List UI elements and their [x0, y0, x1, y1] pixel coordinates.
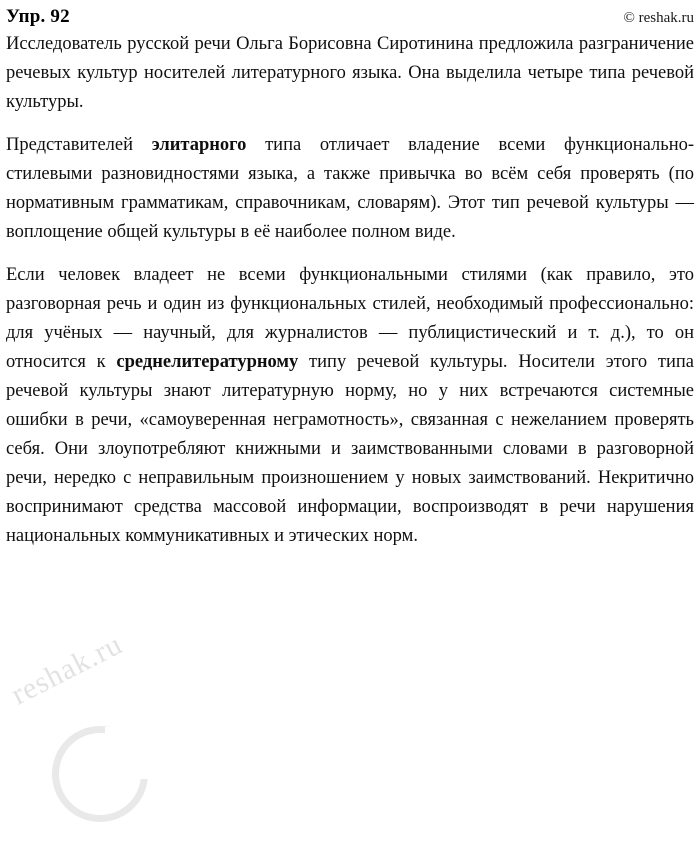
paragraph-intro: Исследователь русской речи Ольга Борисовна Сиротинина предложила разграничение речевых культур носителей литературного языка. Она выделила четыре типа речевой культуры. — [6, 34, 694, 112]
watermark — [0, 627, 300, 850]
emphasis-srednyeliteraturnomu: среднелитературному — [116, 352, 299, 372]
paragraph-middle-literary-type — [6, 261, 694, 551]
page-header — [4, 0, 696, 30]
paragraph-text-before-bold: Представителей — [6, 135, 152, 155]
paragraph-text-after-bold: типу речевой культуры. Носители этого типа речевой культуры знают литературную норму, но у них встречаются системные ошибки в речи, «самоуверенная неграмотность», связанная с нежеланием проверять себя. Они злоупотребляют книжными и заимствованными словами в разговорной речи, нередко с неправильным произношением у новых заимствований. Некритично воспринимают средства массовой информации, воспроизводят в речи нарушения национальных коммуникативных и этических норм. — [6, 352, 694, 546]
watermark-text: reshak.ru — [6, 627, 128, 712]
paragraph-text-before-bold: Если человек владеет не всеми функциональными стилями (как правило, это разговорная речь и один из функциональных стилей, необходимый профессионально: для учёных — научный, для журналистов — публицистический и т. д.), то он относится к — [6, 265, 694, 372]
copyright-notice: © reshak.ru — [623, 10, 694, 26]
watermark-circle-icon — [52, 726, 148, 822]
document-body — [4, 30, 696, 551]
emphasis-elitarnogo: элитарного — [151, 135, 247, 155]
paragraph-text-after-bold: типа отличает владение всеми функционально-стилевыми разновидностями языка, а также привычка во всём себя проверять (по нормативным грамматикам, справочникам, словарям). Этот тип речевой культуры — воплощение общей культуры в её наиболее полном виде. — [6, 135, 695, 242]
paragraph-elite-type — [6, 131, 694, 247]
page-title: Упр. 92 — [6, 6, 70, 27]
